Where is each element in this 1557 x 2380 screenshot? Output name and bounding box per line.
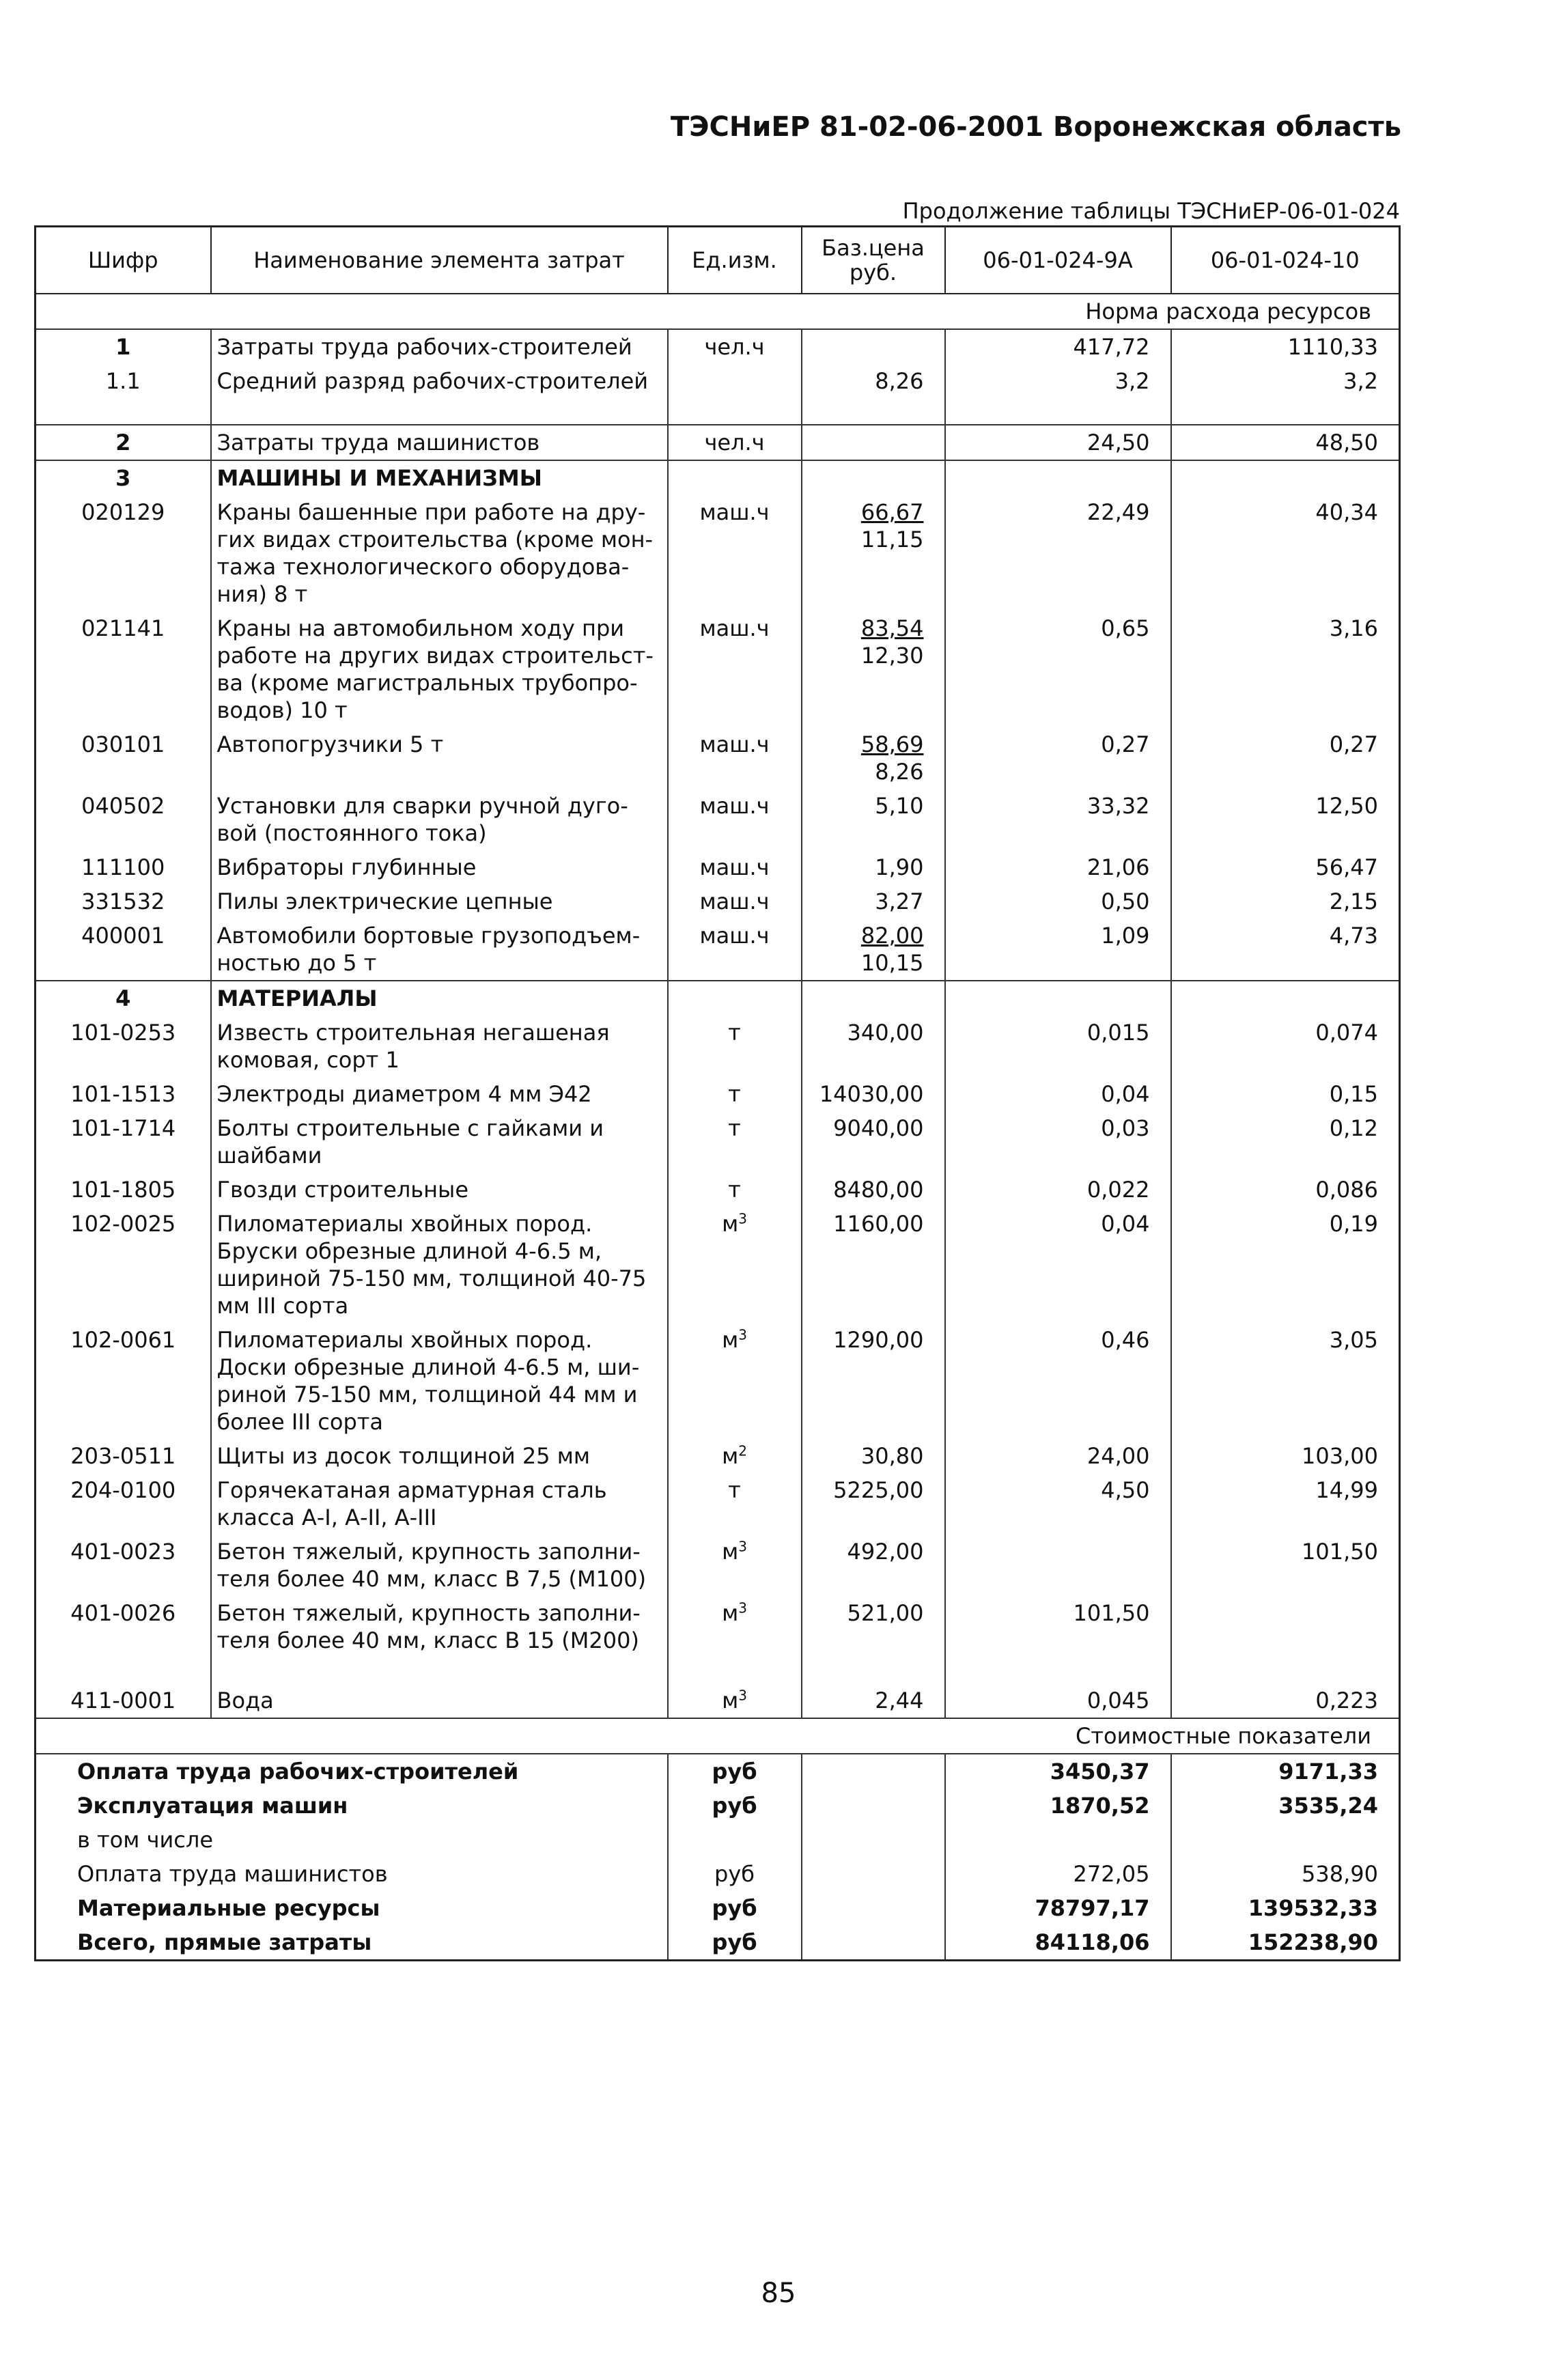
summary-value-2: 3535,24	[1171, 1789, 1400, 1823]
header-price-line1: Баз.цена	[822, 235, 925, 261]
row-price	[802, 329, 945, 364]
row-price: 492,00	[802, 1535, 945, 1596]
row-unit	[668, 1473, 802, 1535]
row-unit	[668, 364, 802, 398]
summary-price	[802, 1891, 945, 1925]
summary-unit: руб	[668, 1891, 802, 1925]
row-unit: маш.ч	[668, 727, 802, 789]
row-name: Средний разряд рабочих-строителей	[211, 364, 668, 398]
row-price-secondary: 8,26	[875, 759, 924, 785]
row-value-2: 2,15	[1171, 884, 1400, 919]
row-price: 9040,00	[802, 1111, 945, 1173]
row-value-1	[945, 1535, 1171, 1596]
row-unit	[668, 1016, 802, 1077]
row-value-1: 0,04	[945, 1077, 1171, 1111]
row-value-2: 103,00	[1171, 1439, 1400, 1473]
row-value-2: 0,223	[1171, 1683, 1400, 1718]
summary-name: Оплата труда рабочих-строителей	[36, 1754, 668, 1789]
row-unit: маш.ч	[668, 611, 802, 727]
header-name: Наименование элемента затрат	[211, 227, 668, 294]
table-row	[36, 1439, 1400, 1473]
table-row	[36, 364, 1400, 398]
row-value-1: 0,045	[945, 1683, 1171, 1718]
spacer-row	[36, 1657, 1400, 1683]
row-unit-superscript: 2	[738, 1442, 747, 1459]
row-name: Затраты труда машинистов	[211, 425, 668, 460]
row-unit-text: т	[728, 1081, 741, 1107]
row-price: 8480,00	[802, 1173, 945, 1207]
row-price: 2,44	[802, 1683, 945, 1718]
row-unit-superscript: 3	[738, 1599, 747, 1616]
row-value-2: 0,12	[1171, 1111, 1400, 1173]
summary-name: Всего, прямые затраты	[36, 1925, 668, 1961]
section-header-machines	[36, 460, 1400, 495]
resource-table	[34, 225, 1401, 1961]
row-value-2: 4,73	[1171, 919, 1400, 981]
row-name: Болты строительные с гайками и шайбами	[211, 1111, 668, 1173]
row-price-secondary: 12,30	[860, 643, 924, 669]
table-row	[36, 1596, 1400, 1657]
row-price-main: 58,69	[860, 731, 924, 757]
row-unit	[668, 1439, 802, 1473]
summary-name: Оплата труда машинистов	[36, 1857, 668, 1891]
row-price: 8,26	[802, 364, 945, 398]
row-price: 1290,00	[802, 1323, 945, 1439]
row-unit-text: м	[722, 1600, 739, 1626]
table-row	[36, 495, 1400, 611]
row-code: 1	[36, 329, 211, 364]
summary-unit: руб	[668, 1754, 802, 1789]
row-value-1: 24,00	[945, 1439, 1171, 1473]
summary-row	[36, 1925, 1400, 1961]
row-name: Щиты из досок толщиной 25 мм	[211, 1439, 668, 1473]
row-value-1: 1,09	[945, 919, 1171, 981]
row-name: Гвозди строительные	[211, 1173, 668, 1207]
summary-value-1: 1870,52	[945, 1789, 1171, 1823]
row-value-1: 0,03	[945, 1111, 1171, 1173]
row-price: 340,00	[802, 1016, 945, 1077]
summary-value-1: 84118,06	[945, 1925, 1171, 1961]
row-name: Автомобили бортовые грузоподъем-ностью до 5 т	[211, 919, 668, 981]
summary-price	[802, 1857, 945, 1891]
row-value-2: 3,2	[1171, 364, 1400, 398]
summary-price	[802, 1789, 945, 1823]
norm-band-label: Норма расхода ресурсов	[36, 294, 1400, 329]
summary-unit: руб	[668, 1857, 802, 1891]
row-price: 5225,00	[802, 1473, 945, 1535]
row-unit: чел.ч	[668, 329, 802, 364]
row-name: Известь строительная негашеная комовая, сорт 1	[211, 1016, 668, 1077]
row-value-1: 3,2	[945, 364, 1171, 398]
row-code: 203-0511	[36, 1439, 211, 1473]
row-price	[802, 884, 945, 919]
row-unit	[668, 1173, 802, 1207]
row-value-1: 4,50	[945, 1473, 1171, 1535]
summary-price	[802, 1823, 945, 1857]
row-unit: маш.ч	[668, 850, 802, 884]
row-value-2: 0,19	[1171, 1207, 1400, 1323]
row-value-2: 3,05	[1171, 1323, 1400, 1439]
row-code: 102-0061	[36, 1323, 211, 1439]
row-value-1: 0,022	[945, 1173, 1171, 1207]
row-unit: маш.ч	[668, 789, 802, 850]
row-code: 400001	[36, 919, 211, 981]
table-continuation-caption: Продолжение таблицы ТЭСНиЕР-06-01-024	[902, 198, 1400, 224]
row-name: Установки для сварки ручной дуго-вой (постоянного тока)	[211, 789, 668, 850]
summary-unit: руб	[668, 1789, 802, 1823]
row-price	[802, 850, 945, 884]
row-value-1: 22,49	[945, 495, 1171, 611]
row-price: 14030,00	[802, 1077, 945, 1111]
row-price	[802, 495, 945, 611]
table-row	[36, 1473, 1400, 1535]
summary-name: в том числе	[36, 1823, 668, 1857]
row-unit	[668, 1207, 802, 1323]
row-value-2: 101,50	[1171, 1535, 1400, 1596]
table-row	[36, 1207, 1400, 1323]
row-price-main: 3,27	[875, 888, 924, 914]
section-header-materials	[36, 981, 1400, 1016]
page-number: 85	[761, 2278, 796, 2309]
row-unit-superscript: 3	[738, 1687, 747, 1704]
row-value-1: 21,06	[945, 850, 1171, 884]
section-title: МАТЕРИАЛЫ	[211, 981, 668, 1016]
row-unit	[668, 1683, 802, 1718]
row-code: 102-0025	[36, 1207, 211, 1323]
header-price-line2: руб.	[849, 260, 897, 285]
header-variant-2: 06-01-024-10	[1171, 227, 1400, 294]
row-code: 101-1805	[36, 1173, 211, 1207]
row-code: 030101	[36, 727, 211, 789]
row-value-2: 0,074	[1171, 1016, 1400, 1077]
table-row	[36, 850, 1400, 884]
row-unit-superscript: 3	[738, 1538, 747, 1555]
summary-row	[36, 1754, 1400, 1789]
row-code: 401-0026	[36, 1596, 211, 1657]
row-value-2: 12,50	[1171, 789, 1400, 850]
table-row	[36, 1016, 1400, 1077]
row-unit	[668, 1323, 802, 1439]
row-unit: маш.ч	[668, 884, 802, 919]
summary-row	[36, 1857, 1400, 1891]
row-value-1: 0,46	[945, 1323, 1171, 1439]
row-unit-text: т	[728, 1115, 741, 1141]
summary-value-1: 272,05	[945, 1857, 1171, 1891]
row-value-1: 24,50	[945, 425, 1171, 460]
row-unit	[668, 1111, 802, 1173]
summary-price	[802, 1925, 945, 1961]
row-unit	[668, 1077, 802, 1111]
row-unit-text: м	[722, 1539, 739, 1565]
row-name: Пиломатериалы хвойных пород. Бруски обрезные длиной 4-6.5 м, шириной 75-150 мм, толщиной 40-75 мм III сорта	[211, 1207, 668, 1323]
norm-band-row	[36, 294, 1400, 329]
row-name: Краны башенные при работе на дру-гих видах строительства (кроме мон-тажа технологического оборудова-ния) 8 т	[211, 495, 668, 611]
table-row	[36, 1077, 1400, 1111]
row-value-1: 33,32	[945, 789, 1171, 850]
row-value-1: 417,72	[945, 329, 1171, 364]
row-unit: маш.ч	[668, 495, 802, 611]
row-price	[802, 727, 945, 789]
row-value-2: 56,47	[1171, 850, 1400, 884]
section-code: 4	[36, 981, 211, 1016]
row-price-main: 83,54	[860, 615, 924, 641]
row-value-2: 40,34	[1171, 495, 1400, 611]
row-value-2: 0,086	[1171, 1173, 1400, 1207]
spacer-row	[36, 398, 1400, 425]
row-unit-text: м	[722, 1443, 739, 1469]
table-row	[36, 329, 1400, 364]
summary-row	[36, 1891, 1400, 1925]
table-row	[36, 884, 1400, 919]
table-row	[36, 1173, 1400, 1207]
table-row	[36, 1535, 1400, 1596]
row-value-2: 1110,33	[1171, 329, 1400, 364]
cost-band-label: Стоимостные показатели	[36, 1718, 1400, 1754]
summary-value-1: 3450,37	[945, 1754, 1171, 1789]
row-unit-text: м	[722, 1688, 739, 1713]
row-unit-text: м	[722, 1211, 739, 1237]
row-name: Пиломатериалы хвойных пород. Доски обрезные длиной 4-6.5 м, ши-риной 75-150 мм, толщиной 44 мм и более III сорта	[211, 1323, 668, 1439]
summary-row	[36, 1789, 1400, 1823]
summary-price	[802, 1754, 945, 1789]
row-unit-text: т	[728, 1177, 741, 1203]
header-variant-1: 06-01-024-9А	[945, 227, 1171, 294]
summary-row	[36, 1823, 1400, 1857]
row-code: 101-0253	[36, 1016, 211, 1077]
row-value-2	[1171, 1596, 1400, 1657]
row-value-2: 3,16	[1171, 611, 1400, 727]
summary-value-2: 152238,90	[1171, 1925, 1400, 1961]
section-code: 3	[36, 460, 211, 495]
row-unit	[668, 1535, 802, 1596]
row-code: 021141	[36, 611, 211, 727]
row-code: 331532	[36, 884, 211, 919]
row-code: 401-0023	[36, 1535, 211, 1596]
row-unit: маш.ч	[668, 919, 802, 981]
row-price: 30,80	[802, 1439, 945, 1473]
header-price	[802, 227, 945, 294]
summary-value-2	[1171, 1823, 1400, 1857]
row-unit-text: т	[728, 1020, 741, 1046]
row-unit	[668, 1596, 802, 1657]
table-row	[36, 425, 1400, 460]
row-name: Электроды диаметром 4 мм Э42	[211, 1077, 668, 1111]
row-name: Горячекатаная арматурная сталь класса А-I, А-II, А-III	[211, 1473, 668, 1535]
table-row	[36, 919, 1400, 981]
summary-name: Материальные ресурсы	[36, 1891, 668, 1925]
row-name: Пилы электрические цепные	[211, 884, 668, 919]
row-code: 020129	[36, 495, 211, 611]
row-value-2: 14,99	[1171, 1473, 1400, 1535]
table-row	[36, 1111, 1400, 1173]
summary-value-2: 9171,33	[1171, 1754, 1400, 1789]
row-value-2: 48,50	[1171, 425, 1400, 460]
row-unit-superscript: 3	[738, 1326, 747, 1343]
row-name: Вибраторы глубинные	[211, 850, 668, 884]
row-price-secondary: 11,15	[860, 527, 924, 552]
row-value-1: 0,50	[945, 884, 1171, 919]
row-code: 411-0001	[36, 1683, 211, 1718]
row-value-1: 0,27	[945, 727, 1171, 789]
row-price-secondary: 10,15	[860, 950, 924, 976]
table-row	[36, 727, 1400, 789]
row-code: 204-0100	[36, 1473, 211, 1535]
row-price	[802, 425, 945, 460]
row-code: 2	[36, 425, 211, 460]
summary-value-2: 139532,33	[1171, 1891, 1400, 1925]
row-value-1: 0,04	[945, 1207, 1171, 1323]
table-row	[36, 789, 1400, 850]
row-price	[802, 611, 945, 727]
summary-value-2: 538,90	[1171, 1857, 1400, 1891]
row-name: Затраты труда рабочих-строителей	[211, 329, 668, 364]
row-value-1: 0,015	[945, 1016, 1171, 1077]
row-name: Бетон тяжелый, крупность заполни-теля более 40 мм, класс В 7,5 (М100)	[211, 1535, 668, 1596]
row-value-2: 0,27	[1171, 727, 1400, 789]
summary-name: Эксплуатация машин	[36, 1789, 668, 1823]
header-unit: Ед.изм.	[668, 227, 802, 294]
row-code: 1.1	[36, 364, 211, 398]
row-price: 1160,00	[802, 1207, 945, 1323]
row-code: 101-1714	[36, 1111, 211, 1173]
table-body	[36, 294, 1400, 1961]
row-name: Вода	[211, 1683, 668, 1718]
row-code: 111100	[36, 850, 211, 884]
summary-unit	[668, 1823, 802, 1857]
summary-value-1	[945, 1823, 1171, 1857]
table-row	[36, 1323, 1400, 1439]
row-value-1: 101,50	[945, 1596, 1171, 1657]
row-name: Автопогрузчики 5 т	[211, 727, 668, 789]
row-price-main: 5,10	[875, 793, 924, 819]
row-value-1: 0,65	[945, 611, 1171, 727]
row-unit: чел.ч	[668, 425, 802, 460]
row-price-main: 66,67	[860, 499, 924, 525]
row-unit-text: м	[722, 1327, 739, 1353]
table-row	[36, 611, 1400, 727]
row-price-main: 1,90	[875, 854, 924, 880]
row-code: 101-1513	[36, 1077, 211, 1111]
row-value-2: 0,15	[1171, 1077, 1400, 1111]
row-code: 040502	[36, 789, 211, 850]
summary-value-1: 78797,17	[945, 1891, 1171, 1925]
document-title: ТЭСНиЕР 81-02-06-2001 Воронежская область	[670, 111, 1401, 143]
row-price	[802, 919, 945, 981]
row-unit-text: т	[728, 1477, 741, 1503]
table-row	[36, 1683, 1400, 1718]
row-name: Бетон тяжелый, крупность заполни-теля более 40 мм, класс В 15 (М200)	[211, 1596, 668, 1657]
row-unit-superscript: 3	[738, 1210, 747, 1227]
summary-unit: руб	[668, 1925, 802, 1961]
section-title: МАШИНЫ И МЕХАНИЗМЫ	[211, 460, 668, 495]
cost-band-row	[36, 1718, 1400, 1754]
table-header-row	[36, 227, 1400, 294]
row-price: 521,00	[802, 1596, 945, 1657]
row-price	[802, 789, 945, 850]
header-code: Шифр	[36, 227, 211, 294]
row-price-main: 82,00	[860, 923, 924, 949]
row-name: Краны на автомобильном ходу при работе на других видах строительст-ва (кроме магистральных трубопро-водов) 10 т	[211, 611, 668, 727]
